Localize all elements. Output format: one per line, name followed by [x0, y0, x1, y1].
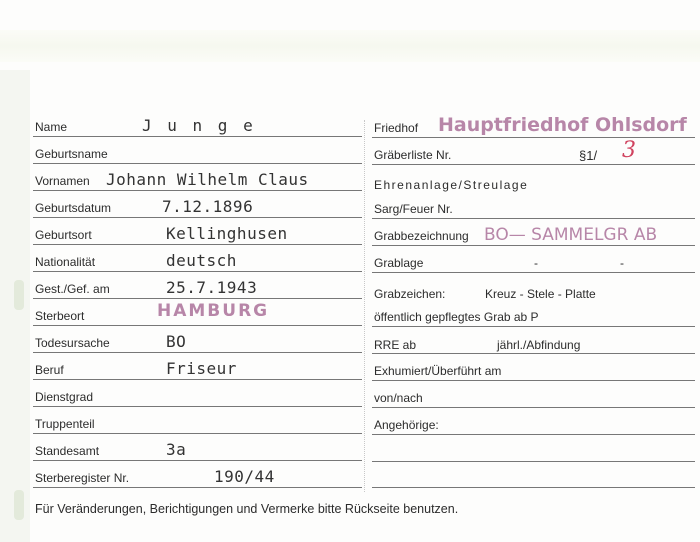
rule [33, 487, 362, 488]
rule [372, 380, 695, 381]
rule [33, 163, 362, 164]
label-geburtsname: Geburtsname [35, 147, 108, 161]
rule [33, 379, 362, 380]
label-abfindung: jährl./Abfindung [497, 338, 581, 352]
rule [372, 218, 695, 219]
rule [33, 190, 362, 191]
rule [372, 407, 695, 408]
label-standesamt: Standesamt [35, 444, 100, 458]
value-grabzeichen-options: Kreuz - Stele - Platte [485, 287, 596, 301]
label-sarg: Sarg/Feuer Nr. [374, 202, 453, 216]
column-divider [364, 120, 365, 492]
label-ehrenanlage: Ehrenanlage/Streulage [374, 178, 529, 192]
rule [372, 272, 695, 273]
label-geburtsdatum: Geburtsdatum [35, 201, 112, 215]
value-grablage-dash: - [534, 256, 538, 270]
label-vornamen: Vornamen [35, 174, 90, 188]
value-standesamt: 3a [166, 440, 187, 459]
value-todesursache: BO [166, 332, 187, 351]
rule [372, 461, 695, 462]
value-vornamen: Johann Wilhelm Claus [106, 170, 309, 189]
value-grabbezeichnung-stamp: BO— SAMMELGR AB [484, 225, 658, 245]
rule [33, 298, 362, 299]
rule [372, 434, 695, 435]
value-sterberegister: 190/44 [214, 467, 275, 486]
label-todesursache: Todesursache [35, 336, 110, 350]
rule [372, 353, 695, 354]
footer-note: Für Veränderungen, Berichtigungen und Vermerke bitte Rückseite benutzen. [35, 502, 459, 516]
label-angehoerige: Angehörige: [374, 418, 439, 432]
label-nationalitaet: Nationalität [35, 255, 96, 269]
value-name: J u n g e [142, 116, 256, 135]
label-sterbeort: Sterbeort [35, 309, 85, 323]
rule [372, 487, 695, 488]
label-name: Name [35, 120, 68, 134]
rule [33, 433, 362, 434]
left-edge [0, 70, 30, 542]
label-gepflegt: öffentlich gepflegtes Grab ab P [374, 310, 539, 324]
value-geburtsort: Kellinghusen [166, 224, 288, 243]
rule [33, 406, 362, 407]
rule [372, 164, 695, 165]
value-beruf: Friseur [166, 359, 237, 378]
label-vonnach: von/nach [374, 391, 423, 405]
label-gestorben-am: Gest./Gef. am [35, 282, 110, 296]
label-beruf: Beruf [35, 363, 64, 377]
label-sterberegister: Sterberegister Nr. [35, 471, 130, 485]
top-band [0, 30, 700, 62]
rule [33, 271, 362, 272]
rule [33, 352, 362, 353]
label-exhumiert: Exhumiert/Überführt am [374, 364, 502, 378]
rule [33, 460, 362, 461]
label-geburtsort: Geburtsort [35, 228, 92, 242]
label-friedhof: Friedhof [374, 121, 419, 135]
value-sterbeort-stamp: HAMBURG [157, 301, 270, 321]
rule [33, 217, 362, 218]
label-truppenteil: Truppenteil [35, 417, 95, 431]
label-graeberliste: Gräberliste Nr. [374, 148, 452, 162]
rule [33, 244, 362, 245]
value-graeberliste-printed: §1/ [579, 148, 598, 163]
value-gestorben-am: 25.7.1943 [166, 278, 258, 297]
rule [372, 245, 695, 246]
value-geburtsdatum: 7.12.1896 [162, 197, 254, 216]
value-friedhof-stamp: Hauptfriedhof Ohlsdorf [438, 114, 687, 136]
rule [33, 325, 362, 326]
label-grablage: Grablage [374, 256, 424, 270]
rule [372, 137, 695, 138]
rule [372, 326, 695, 327]
label-grabzeichen: Grabzeichen: [374, 287, 446, 301]
label-grabbezeichnung: Grabbezeichnung [374, 229, 469, 243]
rule [33, 136, 362, 137]
label-dienstgrad: Dienstgrad [35, 390, 94, 404]
value-nationalitaet: deutsch [166, 251, 237, 270]
value-grablage-dash: - [620, 256, 624, 270]
value-graeberliste-handwritten: 3 [622, 138, 636, 163]
label-rre: RRE ab [374, 338, 417, 352]
